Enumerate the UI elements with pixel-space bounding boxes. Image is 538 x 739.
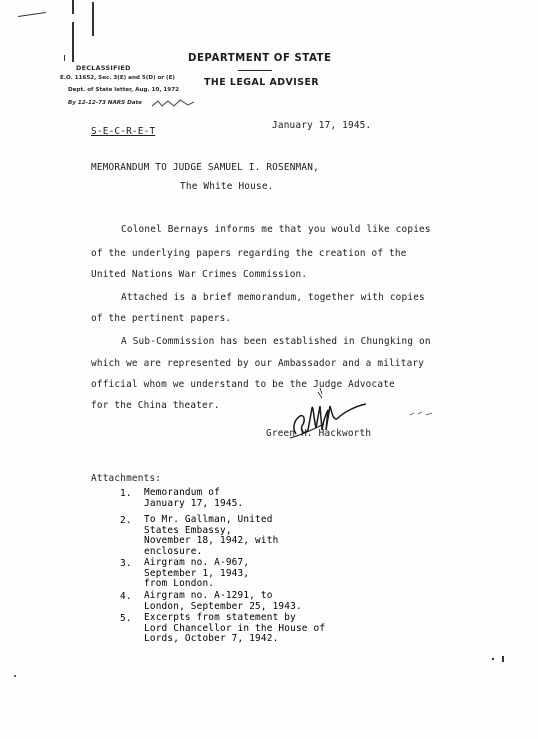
body-line: official whom we understand to be the Judge Advocate (91, 379, 395, 390)
attachment-number: 1. (120, 488, 132, 499)
body-line: A Sub-Commission has been established in Chungking on (121, 336, 431, 347)
body-line: of the pertinent papers. (91, 313, 232, 324)
margin-mark (92, 2, 94, 36)
office-heading: THE LEGAL ADVISER (204, 77, 320, 88)
body-line: United Nations War Crimes Commission. (91, 269, 308, 280)
paper-speck (492, 658, 494, 660)
attachment-description: Excerpts from statement by Lord Chancellor in the House of Lords, October 7, 1942. (144, 612, 326, 645)
addressee-line: MEMORANDUM TO JUDGE SAMUEL I. ROSENMAN, (91, 162, 319, 173)
paper-speck (502, 656, 504, 662)
signer-name: Green H. Hackworth (266, 428, 372, 439)
department-heading: DEPARTMENT OF STATE (188, 53, 332, 64)
letterhead-rule (238, 70, 272, 71)
attachment-item (120, 515, 301, 558)
attachment-number: 5. (120, 613, 132, 624)
signature-stray-marks (408, 410, 436, 418)
addressee-location: The White House. (180, 181, 274, 192)
body-line: for the China theater. (91, 400, 220, 411)
memo-date: January 17, 1945. (272, 120, 372, 131)
margin-mark (18, 12, 46, 17)
attachment-description: Memorandum of January 17, 1945. (144, 487, 244, 509)
attachment-item (120, 591, 301, 613)
attachments-list (120, 487, 326, 647)
stamp-handwriting (150, 98, 196, 110)
body-line: of the underlying papers regarding the creation of the (91, 248, 407, 259)
attachment-description: Airgram no. A-967, September 1, 1943, from London. (144, 557, 250, 590)
attachment-number: 3. (120, 558, 132, 569)
paper-speck (14, 675, 16, 677)
attachment-description: Airgram no. A-1291, to London, September 25, 1943. (144, 590, 302, 612)
body-line: Attached is a brief memorandum, together with copies (121, 292, 425, 303)
margin-mark (64, 55, 65, 61)
attachment-item (120, 612, 326, 647)
declassified-stamp-line3: Dept. of State letter, Aug. 10, 1972 (68, 87, 179, 93)
attachment-number: 4. (120, 591, 132, 602)
attachment-number: 2. (120, 515, 132, 526)
attachments-label: Attachments: (91, 473, 162, 484)
margin-mark (72, 22, 74, 62)
attachment-item (120, 488, 301, 515)
classification-marking: S-E-C-R-E-T (91, 126, 156, 137)
declassified-stamp-line2: E.O. 11652, Sec. 3(E) and 5(D) or (E) (60, 75, 175, 81)
declassified-stamp-line4: By 12-12-73 NARS Date (68, 100, 142, 106)
attachment-item (120, 558, 301, 591)
body-line: which we are represented by our Ambassador and a military (91, 358, 425, 369)
attachment-description: To Mr. Gallman, United States Embassy, November 18, 1942, with enclosure. (144, 514, 279, 557)
margin-mark (72, 0, 74, 14)
body-line: Colonel Bernays informs me that you would like copies (121, 224, 431, 235)
declassified-stamp-line1: DECLASSIFIED (76, 64, 131, 72)
